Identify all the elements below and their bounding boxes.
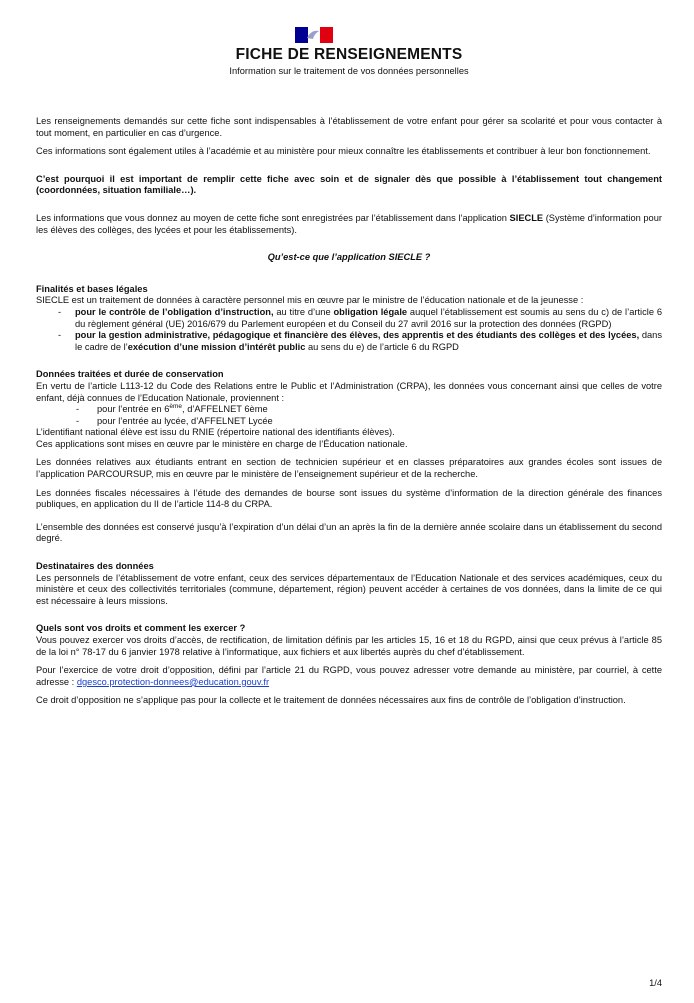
- section-heading-finalites: Finalités et bases légales: [36, 283, 148, 294]
- donnees-paragraph-rnie: L’identifiant national élève est issu du RNIE (répertoire national des identifiants élèves).: [36, 427, 395, 438]
- donnees-paragraph-fiscales: Les données fiscales nécessaires à l’étude des demandes de bourse sont issues du système d’information de la direction générale des finances publiques, en application du II de l’article 114-8 du CRPA.: [36, 487, 662, 510]
- droits-paragraph-opposition: Pour l’exercice de votre droit d’opposition, défini par l’article 21 du RGPD, vous pouvez adresser votre demande au ministère, par courriel, à cette adresse : dgesco.protection-donnees@education.gouv.fr: [36, 665, 662, 687]
- destinataires-paragraph: Les personnels de l’établissement de votre enfant, ceux des services départementaux de l’Education Nationale et des services académiques, ceux du ministère et ceux des collectivités territoriales (commune, département, région) peuvent accéder à certaines de vos données, dans la limite de ce qui est nécessaire à leurs missions.: [36, 572, 662, 606]
- page-title: FICHE DE RENSEIGNEMENTS: [235, 46, 463, 63]
- siecle-text-c: (Système d’information pour les élèves des collèges, des lycées et pour les établissements).: [36, 212, 662, 235]
- finalites-lead: SIECLE est un traitement de données à caractère personnel mis en œuvre par le ministre de l’éducation nationale et de la jeunesse :: [36, 295, 584, 306]
- finalites-list: [36, 307, 662, 353]
- droits-paragraph-3: Ce droit d’opposition ne s’applique pas pour la collecte et le traitement de données nécessaires aux fins de contrôle de l’obligation d’instruction.: [36, 695, 626, 706]
- page-number: 1/4: [649, 978, 662, 988]
- page-subtitle: Information sur le traitement de vos données personnelles: [229, 66, 469, 76]
- donnees-source-lycee: - pour l’entrée au lycée, d’AFFELNET Lycée: [76, 415, 273, 426]
- email-link[interactable]: dgesco.protection-donnees@education.gouv.fr: [76, 676, 270, 687]
- intro-paragraph-2: Ces informations sont également utiles à l’académie et au ministère pour mieux connaître les établissements et contribuer à leur bon fonctionnement.: [36, 146, 651, 157]
- donnees-source-6eme: - pour l’entrée en 6ème, d’AFFELNET 6ème: [76, 403, 268, 415]
- section-heading-droits: Quels sont vos droits et comment les exercer ?: [36, 623, 246, 634]
- donnees-paragraph-1: En vertu de l’article L113-12 du Code des Relations entre le Public et l’Administration (CRPA), les données vous concernant ainsi que celles de votre enfant, déjà connues de l’Education Nationale, proviennent :: [36, 380, 662, 403]
- droits-paragraph-1: Vous pouvez exercer vos droits d’accès, de rectification, de limitation définis par les articles 15, 16 et 18 du RGPD, ainsi que ceux prévus à l’article 85 de la loi n° 78-17 du 6 janvier 1978 relative à l’informatique, aux fichiers et aux libertés auprès du chef d’établissement.: [36, 635, 662, 657]
- finalites-item-2: - pour la gestion administrative, pédagogique et financière des élèves, des apprentis et des étudiants des collèges et des lycées, dans le cadre de l’exécution d’une mission d’intérêt public au sens du e) de l’article 6 du RGPD: [58, 330, 662, 352]
- siecle-text-a: Les informations que vous donnez au moyen de cette fiche sont enregistrées par l’établissement dans l’application: [36, 212, 510, 223]
- donnees-sources-list: [36, 404, 662, 427]
- donnees-paragraph-3: Ces applications sont mises en œuvre par le ministère en charge de l’Éducation nationale.: [36, 438, 408, 449]
- section-heading-donnees: Données traitées et durée de conservation: [36, 369, 224, 380]
- donnees-paragraph-conservation: L’ensemble des données est conservé jusqu’à l’expiration d’un délai d’un an après la fin de la dernière année scolaire dans un établissement du second degré.: [36, 521, 662, 544]
- document-body: [36, 116, 662, 707]
- marianne-logo-icon: [295, 27, 333, 43]
- section-heading-destinataires: Destinataires des données: [36, 561, 154, 572]
- intro-warning: C’est pourquoi il est important de remplir cette fiche avec soin et de signaler dès que possible à l’établissement tout changement (coordonnées, situation familiale…).: [36, 173, 662, 196]
- intro-paragraph-1: Les renseignements demandés sur cette fiche sont indispensables à l’établissement de votre enfant pour gérer sa scolarité et pour vous contacter à tout moment, en particulier en cas d’urgence.: [36, 116, 662, 138]
- finalites-item-1: - pour le contrôle de l’obligation d’instruction, au titre d’une obligation légale auquel l’établissement est soumis au sens du c) de l’article 6 du règlement général (UE) 2016/679 du Parlement européen et du Conseil du 27 avril 2016 sur la protection des données (RGPD): [58, 306, 662, 329]
- intro-paragraph-siecle: [36, 213, 662, 236]
- donnees-paragraph-parcoursup: Les données relatives aux étudiants entrant en section de technicien supérieur et en classes préparatoires aux grandes écoles sont issues de l’application PARCOURSUP, mis en œuvre par le ministère de l’enseignement supérieur et de la recherche.: [36, 457, 662, 480]
- siecle-question: Qu’est-ce que l’application SIECLE ?: [267, 252, 431, 263]
- siecle-acronym: SIECLE: [509, 212, 544, 223]
